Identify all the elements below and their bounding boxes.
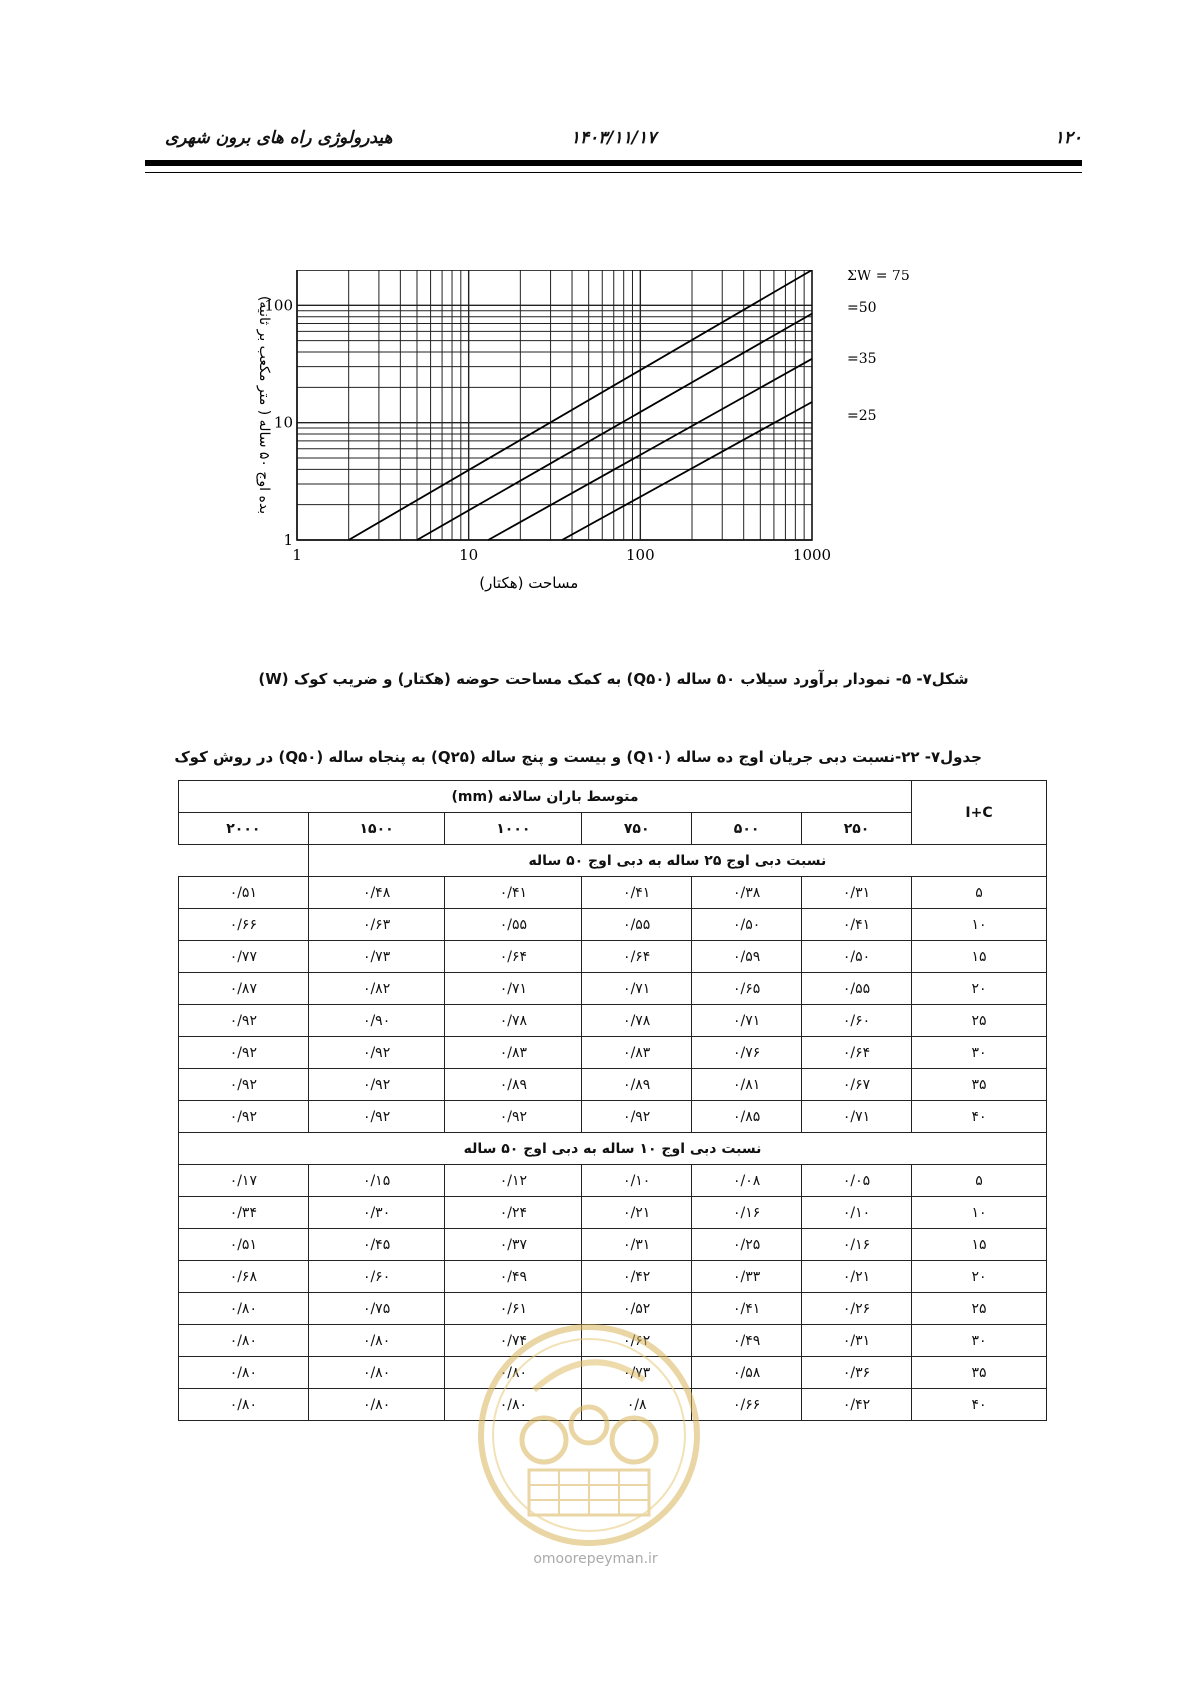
ratio-cell: ۰/۸۹	[582, 1069, 692, 1101]
ratio-cell: ۰/۷۱	[802, 1101, 912, 1133]
ratio-cell: ۰/۸۰	[308, 1389, 445, 1421]
ic-cell: ۳۵	[912, 1069, 1047, 1101]
ratio-cell: ۰/۵۱	[179, 877, 309, 909]
ratio-cell: ۰/۵۹	[692, 941, 802, 973]
flood-chart	[240, 270, 960, 640]
ic-cell: ۱۵	[912, 941, 1047, 973]
flood-chart-svg	[240, 270, 960, 640]
ic-cell: ۳۰	[912, 1325, 1047, 1357]
ratio-cell: ۰/۶۱	[445, 1293, 582, 1325]
ratio-cell: ۰/۴۵	[308, 1229, 445, 1261]
section-title: نسبت دبی اوج ۱۰ ساله به دبی اوج ۵۰ ساله	[179, 1133, 1047, 1165]
ratio-cell: ۰/۳۶	[802, 1357, 912, 1389]
ratio-cell: ۰/۶۳	[308, 909, 445, 941]
rain-column-header: ۱۰۰۰	[445, 813, 582, 845]
ratio-cell: ۰/۹۲	[582, 1101, 692, 1133]
ratio-cell: ۰/۰۵	[802, 1165, 912, 1197]
ratio-cell: ۰/۴۸	[308, 877, 445, 909]
ratio-cell: ۰/۹۲	[179, 1037, 309, 1069]
ratio-cell: ۰/۹۲	[308, 1037, 445, 1069]
table-row	[179, 877, 1047, 909]
ratio-cell: ۰/۹۲	[179, 1005, 309, 1037]
ic-cell: ۱۵	[912, 1229, 1047, 1261]
ratio-cell: ۰/۶۵	[692, 973, 802, 1005]
ic-cell: ۲۰	[912, 1261, 1047, 1293]
ratio-cell: ۰/۷۳	[582, 1357, 692, 1389]
ratio-cell: ۰/۰۸	[692, 1165, 802, 1197]
table-header-row	[179, 781, 1047, 813]
series-label: =50	[847, 300, 877, 316]
table-row	[179, 1069, 1047, 1101]
ratio-cell: ۰/۶۴	[802, 1037, 912, 1069]
ic-cell: ۲۵	[912, 1005, 1047, 1037]
header-title: هیدرولوژی راه های برون شهری	[165, 128, 393, 148]
ratio-cell: ۰/۴۱	[582, 877, 692, 909]
ratio-cell: ۰/۷۴	[445, 1325, 582, 1357]
table-row	[179, 909, 1047, 941]
ratio-cell: ۰/۴۱	[445, 877, 582, 909]
ratio-cell: ۰/۹۲	[179, 1101, 309, 1133]
ic-cell: ۵	[912, 1165, 1047, 1197]
ratio-cell: ۰/۶۲	[582, 1325, 692, 1357]
ratio-cell: ۰/۸۳	[445, 1037, 582, 1069]
ratio-cell: ۰/۴۹	[445, 1261, 582, 1293]
rain-column-header: ۵۰۰	[692, 813, 802, 845]
ic-header: I+C	[912, 781, 1047, 845]
page-number: ۱۲۰	[1054, 128, 1082, 148]
ratio-cell: ۰/۱۶	[802, 1229, 912, 1261]
ratio-cell: ۰/۹۲	[308, 1101, 445, 1133]
table-row	[179, 1197, 1047, 1229]
ratio-cell: ۰/۸۹	[445, 1069, 582, 1101]
ratio-cell: ۰/۵۲	[582, 1293, 692, 1325]
ratio-cell: ۰/۸۱	[692, 1069, 802, 1101]
x-axis-label: مساحت (هکتار)	[479, 574, 579, 592]
rain-column-header: ۱۵۰۰	[308, 813, 445, 845]
table-row	[179, 1165, 1047, 1197]
ratio-cell: ۰/۳۴	[179, 1197, 309, 1229]
ratio-cell: ۰/۵۱	[179, 1229, 309, 1261]
rain-header: متوسط باران سالانه (mm)	[179, 781, 912, 813]
table-caption: جدول۷- ۲۲-نسبت دبی جریان اوج ده ساله (Q۱۰) و بیست و پنج ساله (Q۲۵) به پنجاه ساله (Q۵۰) در روش کوک	[174, 748, 982, 766]
ratio-cell: ۰/۸۰	[445, 1357, 582, 1389]
ratio-cell: ۰/۷۱	[445, 973, 582, 1005]
ratio-cell: ۰/۴۲	[582, 1261, 692, 1293]
ratio-cell: ۰/۷۱	[692, 1005, 802, 1037]
table-row	[179, 1005, 1047, 1037]
ratio-cell: ۰/۱۲	[445, 1165, 582, 1197]
ratio-cell: ۰/۷۸	[445, 1005, 582, 1037]
ratio-cell: ۰/۹۲	[308, 1069, 445, 1101]
ratio-cell: ۰/۲۱	[582, 1197, 692, 1229]
section-row	[179, 1133, 1047, 1165]
ratio-cell: ۰/۵۸	[692, 1357, 802, 1389]
rain-column-header: ۲۰۰۰	[179, 813, 309, 845]
ratio-cell: ۰/۷۳	[308, 941, 445, 973]
header-date: ۱۴۰۳/۱۱/۱۷	[570, 128, 657, 148]
ratio-cell: ۰/۲۴	[445, 1197, 582, 1229]
ratio-cell: ۰/۵۵	[802, 973, 912, 1005]
ratio-cell: ۰/۶۷	[802, 1069, 912, 1101]
ratio-cell: ۰/۳۱	[802, 877, 912, 909]
header-rule-thin	[145, 172, 1082, 173]
ic-cell: ۲۰	[912, 973, 1047, 1005]
ratio-cell: ۰/۸۰	[308, 1357, 445, 1389]
ratio-cell: ۰/۸۰	[179, 1389, 309, 1421]
ic-cell: ۴۰	[912, 1101, 1047, 1133]
ratio-cell: ۰/۸۵	[692, 1101, 802, 1133]
ratio-cell: ۰/۱۰	[802, 1197, 912, 1229]
ic-cell: ۱۰	[912, 909, 1047, 941]
ratio-cell: ۰/۴۲	[802, 1389, 912, 1421]
y-tick-label: 100	[264, 296, 293, 315]
table-row	[179, 1229, 1047, 1261]
ic-cell: ۴۰	[912, 1389, 1047, 1421]
page-header	[145, 128, 1082, 152]
ratio-cell: ۰/۴۹	[692, 1325, 802, 1357]
table-row	[179, 941, 1047, 973]
ratio-cell: ۰/۸۰	[308, 1325, 445, 1357]
series-label: ΣW = 75	[847, 270, 910, 284]
ratio-cell: ۰/۶۴	[582, 941, 692, 973]
ratio-cell: ۰/۷۱	[582, 973, 692, 1005]
ratio-cell: ۰/۳۰	[308, 1197, 445, 1229]
y-axis-label: بده اوج ۵۰ ساله ( متر مکعب بر ثانیه)	[256, 295, 272, 515]
ic-cell: ۳۵	[912, 1357, 1047, 1389]
ratio-cell: ۰/۶۰	[802, 1005, 912, 1037]
ratio-cell: ۰/۸۲	[308, 973, 445, 1005]
ratio-cell: ۰/۷۶	[692, 1037, 802, 1069]
ratio-cell: ۰/۸۰	[179, 1293, 309, 1325]
figure-caption: شکل۷- ۵- نمودار برآورد سیلاب ۵۰ ساله (Q۵۰) به کمک مساحت حوضه (هکتار) و ضریب کوک (W)	[258, 670, 969, 688]
ratio-cell: ۰/۶۶	[179, 909, 309, 941]
table-row	[179, 1101, 1047, 1133]
table-row	[179, 973, 1047, 1005]
ratio-cell: ۰/۷۷	[179, 941, 309, 973]
ratio-cell: ۰/۱۰	[582, 1165, 692, 1197]
section-row	[179, 845, 1047, 877]
table-row	[179, 1261, 1047, 1293]
ratio-cell: ۰/۷۵	[308, 1293, 445, 1325]
ratio-cell: ۰/۹۰	[308, 1005, 445, 1037]
series-line	[417, 314, 812, 540]
ratio-cell: ۰/۳۳	[692, 1261, 802, 1293]
ic-cell: ۱۰	[912, 1197, 1047, 1229]
ratio-cell: ۰/۸۰	[179, 1357, 309, 1389]
ratio-cell: ۰/۳۱	[802, 1325, 912, 1357]
x-tick-label: 10	[459, 546, 479, 564]
watermark-site: omoorepeyman.ir	[533, 1551, 658, 1567]
ratio-cell: ۰/۲۱	[802, 1261, 912, 1293]
y-tick-label: 1	[283, 531, 293, 549]
ratio-cell: ۰/۹۲	[179, 1069, 309, 1101]
ratio-cell: ۰/۸۰	[179, 1325, 309, 1357]
ratio-cell: ۰/۷۸	[582, 1005, 692, 1037]
ic-cell: ۳۰	[912, 1037, 1047, 1069]
ratio-cell: ۰/۵۵	[582, 909, 692, 941]
ratio-cell: ۰/۳۱	[582, 1229, 692, 1261]
ratio-cell: ۰/۱۷	[179, 1165, 309, 1197]
ratio-cell: ۰/۴۱	[802, 909, 912, 941]
ratio-cell: ۰/۸	[582, 1389, 692, 1421]
ratio-cell: ۰/۴۱	[692, 1293, 802, 1325]
ratio-cell: ۰/۸۷	[179, 973, 309, 1005]
ratio-cell: ۰/۱۵	[308, 1165, 445, 1197]
table-row	[179, 1037, 1047, 1069]
ratio-cell: ۰/۵۵	[445, 909, 582, 941]
ratio-cell: ۰/۶۴	[445, 941, 582, 973]
ic-cell: ۵	[912, 877, 1047, 909]
x-tick-label: 100	[626, 546, 655, 564]
series-label: =35	[847, 351, 877, 367]
ratio-cell: ۰/۹۲	[445, 1101, 582, 1133]
ratio-cell: ۰/۵۰	[802, 941, 912, 973]
y-tick-label: 10	[273, 413, 293, 432]
ratio-cell: ۰/۱۶	[692, 1197, 802, 1229]
ratio-cell: ۰/۲۶	[802, 1293, 912, 1325]
section-title: نسبت دبی اوج ۲۵ ساله به دبی اوج ۵۰ ساله	[308, 845, 1046, 877]
rain-column-header: ۲۵۰	[802, 813, 912, 845]
series-label: =25	[847, 408, 877, 424]
ratio-cell: ۰/۸۳	[582, 1037, 692, 1069]
series-line	[488, 359, 812, 540]
header-rule-thick	[145, 160, 1082, 166]
ratio-cell: ۰/۳۸	[692, 877, 802, 909]
x-tick-label: 1000	[792, 546, 832, 564]
ratio-cell: ۰/۸۰	[445, 1389, 582, 1421]
ratio-cell: ۰/۶۰	[308, 1261, 445, 1293]
ratio-cell: ۰/۲۵	[692, 1229, 802, 1261]
x-tick-label: 1	[292, 546, 302, 564]
watermark-logo	[474, 1320, 704, 1550]
ic-cell: ۲۵	[912, 1293, 1047, 1325]
ratio-cell: ۰/۵۰	[692, 909, 802, 941]
ratio-cell: ۰/۶۸	[179, 1261, 309, 1293]
ratio-cell: ۰/۳۷	[445, 1229, 582, 1261]
ratio-cell: ۰/۶۶	[692, 1389, 802, 1421]
rain-column-header: ۷۵۰	[582, 813, 692, 845]
